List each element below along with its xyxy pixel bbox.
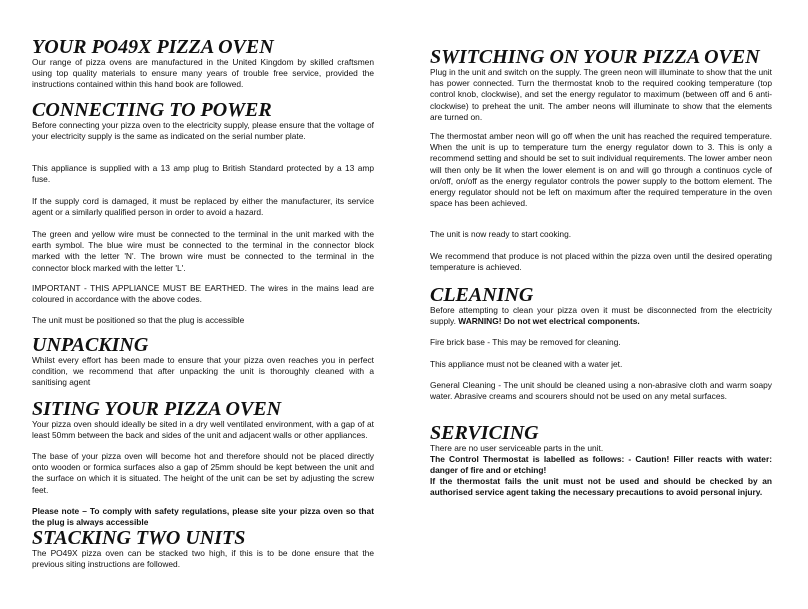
heading-connecting-to-power: CONNECTING TO POWER: [32, 99, 272, 121]
stacking-paragraph: The PO49X pizza oven can be stacked two high, if this is to be done ensure that the previous siting instructions are followed.: [32, 548, 374, 570]
intro-paragraph: Our range of pizza ovens are manufactured in the United Kingdom by skilled craftsmen using top quality materials to ensure many years of trouble free service, provided the instructions contained within this hand book are followed.: [32, 57, 374, 90]
switching-paragraph-1: Plug in the unit and switch on the supply. The green neon will illuminate to show that the unit has power connected. Turn the thermostat knob to the required cooking temperature (top control knob, clockwise), and set the energy regulator to maximum (between off and 6 anti-clockwise) to preheat the unit. The amber neons will illuminate to show that the elements are turned on.: [430, 67, 772, 122]
heading-unpacking: UNPACKING: [32, 334, 149, 356]
plug-paragraph: This appliance is supplied with a 13 amp plug to British Standard protected by a 13 amp fuse.: [32, 163, 374, 185]
wiring-paragraph: The green and yellow wire must be connected to the terminal in the unit marked with the earth symbol. The blue wire must be connected to the terminal in the connector block marked with the letter 'N'. The brown wire must be connected to the terminal in the connector block marked with the letter 'L'.: [32, 229, 374, 273]
heading-siting: SITING YOUR PIZZA OVEN: [32, 398, 282, 420]
title-your-pizza-oven: YOUR PO49X PIZZA OVEN: [32, 36, 274, 58]
safety-note-paragraph: Please note – To comply with safety regulations, please site your pizza oven so that the plug is always accessible: [32, 506, 374, 528]
fire-brick-paragraph: Fire brick base - This may be removed for cleaning.: [430, 337, 621, 347]
disconnect-text: Before attempting to clean your pizza oven it must be disconnected from the electricity supply.: [430, 305, 772, 327]
switching-paragraph-2: The thermostat amber neon will go off when the unit has reached the required temperature. When the unit is up to temperature turn the energy regulator down to 3. This is only a recommend setting and should be set to suit individual requirements. The lower amber neon will then only be lit when the lower element is on and will go through a continuos cycle of on/off, on/off as the energy regulator controls the power supply to the bottom element. The energy regulator should not be left on maximum after the required temperature in the oven space has been achieved.: [430, 131, 772, 209]
cleaning-paragraph: [430, 305, 772, 327]
unpacking-paragraph: Whilst every effort has been made to ensure that your pizza oven reaches you in perfect condition, we recommend that after unpacking the unit is thoroughly cleaned with a sanitising agent: [32, 355, 374, 388]
serviceable-parts-paragraph: There are no user serviceable parts in the unit.: [430, 443, 604, 453]
siting-paragraph-2: The base of your pizza oven will become hot and therefore should not be placed directly onto wooden or formica surfaces also a gap of 25mm should be kept between the unit and the surface on which it is situated. The height of the unit can be set by adjusting the screw feet.: [32, 451, 374, 495]
plug-accessible-paragraph: The unit must be positioned so that the plug is accessible: [32, 315, 245, 325]
water-jet-paragraph: This appliance must not be cleaned with a water jet.: [430, 359, 623, 369]
supply-cord-paragraph: If the supply cord is damaged, it must be replaced by either the manufacturer, its service agent or a similarly qualified person in order to avoid a hazard.: [32, 196, 374, 218]
wet-warning-text: WARNING! Do not wet electrical components.: [458, 316, 640, 327]
siting-paragraph-1: Your pizza oven should ideally be sited in a dry well ventilated environment, with a gap of at least 50mm between the back and sides of the unit and adjacent walls or other appliances.: [32, 419, 374, 441]
produce-paragraph: We recommend that produce is not placed within the pizza oven until the desired operating temperature is achieved.: [430, 251, 772, 273]
heading-stacking: STACKING TWO UNITS: [32, 527, 246, 549]
thermostat-fail-paragraph: If the thermostat fails the unit must not be used and should be checked by an authorised service agent taking the necessary precautions to avoid personal injury.: [430, 476, 772, 498]
voltage-paragraph: Before connecting your pizza oven to the electricity supply, please ensure that the voltage of your electricity supply is the same as indicated on the serial number plate.: [32, 120, 374, 142]
heading-servicing: SERVICING: [430, 422, 539, 444]
heading-switching-on: SWITCHING ON YOUR PIZZA OVEN: [430, 46, 760, 68]
earthed-warning-paragraph: IMPORTANT - THIS APPLIANCE MUST BE EARTHED. The wires in the mains lead are coloured in accordance with the above codes.: [32, 283, 374, 305]
general-cleaning-paragraph: General Cleaning - The unit should be cleaned using a non-abrasive cloth and warm soapy water. Abrasive creams and scourers should not be used on any metal surfaces.: [430, 380, 772, 402]
heading-cleaning: CLEANING: [430, 284, 534, 306]
thermostat-caution-paragraph: The Control Thermostat is labelled as follows: - Caution! Filler reacts with water: danger of fire and or etching!: [430, 454, 772, 476]
ready-paragraph: The unit is now ready to start cooking.: [430, 229, 572, 239]
